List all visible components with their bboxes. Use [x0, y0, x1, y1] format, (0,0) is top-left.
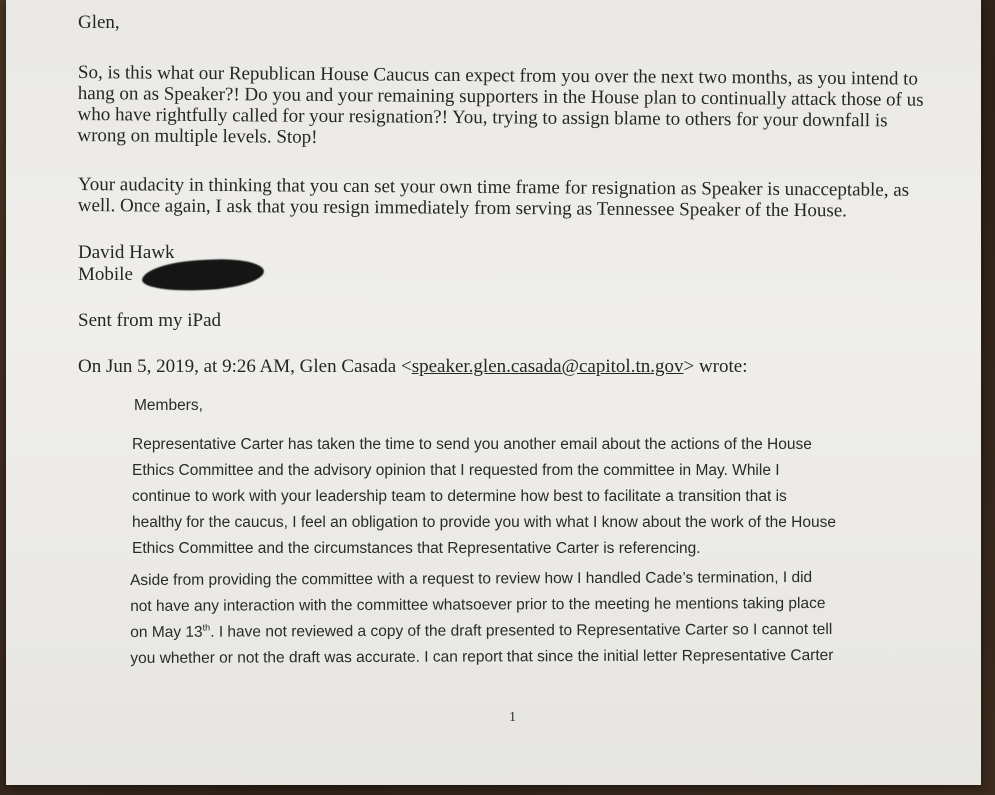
sent-from: Sent from my iPad — [78, 310, 222, 331]
signature-mobile-label: Mobile — [78, 264, 133, 285]
quoted-paragraph-1 — [132, 432, 836, 562]
date-text: on May 13 — [130, 623, 203, 641]
reply-paragraph-2 — [78, 174, 909, 222]
text-line: Representative Carter has taken the time to send you another email about the actions of the House — [132, 436, 812, 453]
text-continuation: . I have not reviewed a copy of the draft presented to Representative Carter so I cannot tell — [210, 620, 833, 641]
text-line: Your audacity in thinking that you can set your own time frame for resignation as Speaker is unacceptable, as — [77, 174, 910, 201]
text-line: wrong on multiple levels. Stop! — [77, 124, 318, 148]
quote-header — [78, 356, 748, 377]
text-line: continue to work with your leadership team to determine how best to facilitate a transition that is — [132, 488, 787, 505]
greeting: Glen, — [78, 12, 120, 33]
text-line: hang on as Speaker?! Do you and your remaining supporters in the House plan to continually attack those of us — [77, 82, 924, 111]
text-line: who have rightfully called for your resignation?! You, trying to assign blame to others for your downfall is — [77, 103, 888, 132]
quote-header-prefix: On Jun 5, 2019, at 9:26 AM, Glen Casada < — [78, 356, 412, 377]
signature-name: David Hawk — [78, 242, 175, 263]
sender-email-link[interactable]: speaker.glen.casada@capitol.tn.gov — [411, 356, 684, 377]
printed-page — [6, 0, 981, 785]
page-number: 1 — [509, 710, 516, 725]
text-line — [130, 617, 833, 646]
quoted-paragraph-2 — [130, 565, 833, 672]
text-line: So, is this what our Republican House Caucus can expect from you over the next two months, as you intend to — [77, 62, 919, 90]
ordinal-suffix: th — [202, 622, 211, 633]
reply-paragraph-1 — [77, 62, 923, 153]
text-line: not have any interaction with the committee whatsoever prior to the meeting he mentions taking place — [130, 594, 826, 615]
quote-header-suffix: > wrote: — [683, 356, 748, 377]
text-line: Ethics Committee and the advisory opinion that I requested from the committee in May. While I — [132, 462, 780, 479]
text-line: Aside from providing the committee with a request to review how I handled Cade’s termination, I did — [130, 569, 813, 589]
text-line: well. Once again, I ask that you resign immediately from serving as Tennessee Speaker of the House. — [77, 194, 848, 222]
quoted-salutation: Members, — [134, 397, 203, 414]
text-line: Ethics Committee and the circumstances that Representative Carter is referencing. — [132, 540, 701, 557]
text-line: you whether or not the draft was accurate. I can report that since the initial letter Representative Carter — [130, 646, 834, 667]
text-line: healthy for the caucus, I feel an obligation to provide you with what I know about the work of the House — [132, 514, 836, 531]
